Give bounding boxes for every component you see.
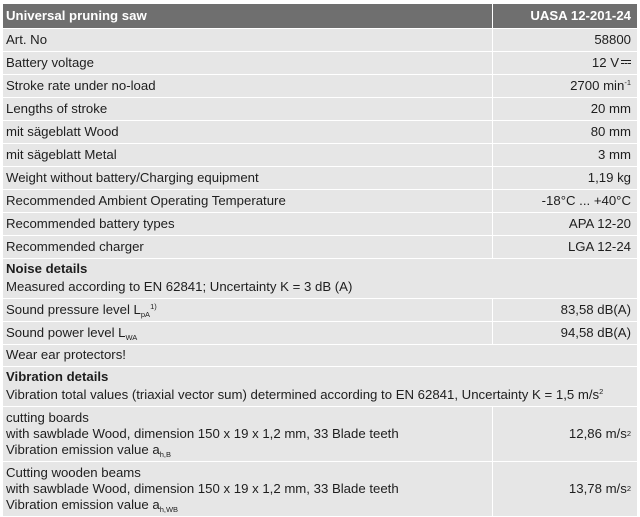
row-label: Recommended charger xyxy=(3,236,493,258)
row-label: Art. No xyxy=(3,29,493,51)
row-value xyxy=(493,52,637,74)
table-row xyxy=(3,29,637,52)
boards-value: 12,86 m/s xyxy=(568,426,627,441)
boards-blade-info: with sawblade Wood, dimension 150 x 19 x 1,2 mm, 33 Blade teeth xyxy=(6,426,399,441)
table-row xyxy=(3,190,637,213)
table-row xyxy=(3,167,637,190)
row-value: 3 mm xyxy=(598,147,631,162)
table-row xyxy=(3,462,637,517)
table-row xyxy=(3,236,637,259)
row-label xyxy=(3,462,493,516)
boards-title: cutting boards xyxy=(6,410,89,425)
beams-emission-subscript: h,WB xyxy=(159,505,179,514)
row-label: mit sägeblatt Metal xyxy=(3,144,493,166)
table-row xyxy=(3,52,637,75)
table-row xyxy=(3,299,637,322)
table-row xyxy=(3,213,637,236)
row-value: LGA 12-24 xyxy=(567,239,631,254)
row-value: 12,86 m/s 2 xyxy=(568,426,631,441)
table-row xyxy=(3,98,637,121)
sound-pressure-subscript: pA xyxy=(140,310,151,319)
row-label xyxy=(3,299,493,321)
footnote-marker: 1) xyxy=(150,302,157,311)
row-label: Recommended battery types xyxy=(3,213,493,235)
row-label: Lengths of stroke xyxy=(3,98,493,120)
product-title: Universal pruning saw xyxy=(3,4,493,28)
beams-title: Cutting wooden beams xyxy=(6,465,141,480)
row-value: -18°C ... +40°C xyxy=(541,193,631,208)
ear-protection-note xyxy=(3,345,637,367)
noise-section-header xyxy=(3,259,637,299)
beams-value: 13,78 m/s xyxy=(568,481,627,496)
row-value: 83,58 dB(A) xyxy=(560,302,631,317)
stroke-rate-unit-exponent: -1 xyxy=(624,78,631,87)
row-value: 20 mm xyxy=(590,101,631,116)
row-value: 58800 xyxy=(594,32,631,47)
vibration-note-exponent: 2 xyxy=(599,387,604,396)
row-label: Stroke rate under no-load xyxy=(3,75,493,97)
boards-emission-text: Vibration emission value a xyxy=(6,442,160,457)
noise-section-note: Measured according to EN 62841; Uncertainty K = 3 dB (A) xyxy=(6,279,353,294)
row-value xyxy=(493,75,637,97)
table-header xyxy=(3,4,637,29)
table-row xyxy=(3,121,637,144)
beams-blade-info: with sawblade Wood, dimension 150 x 19 x 1,2 mm, 33 Blade teeth xyxy=(6,481,399,496)
noise-section-title: Noise details xyxy=(6,261,88,276)
table-row xyxy=(3,75,637,98)
vibration-section-header xyxy=(3,367,637,407)
row-label: mit sägeblatt Wood xyxy=(3,121,493,143)
stroke-rate-value: 2700 min xyxy=(570,78,625,93)
vibration-note-text: Vibration total values (triaxial vector sum) determined according to EN 62841, Uncertainty K = 1,5 m/s xyxy=(6,387,600,402)
model-number: UASA 12-201-24 xyxy=(530,8,631,23)
row-value: 13,78 m/s 2 xyxy=(568,481,631,496)
voltage-value: 12 V xyxy=(591,55,619,70)
sound-pressure-label: Sound pressure level L xyxy=(6,302,141,317)
row-value: 1,19 kg xyxy=(587,170,631,185)
spec-table xyxy=(3,4,637,517)
boards-emission-subscript: h,B xyxy=(159,450,171,459)
row-label xyxy=(3,407,493,461)
vibration-section-note xyxy=(6,386,634,404)
boards-emission-label xyxy=(6,442,489,458)
row-label xyxy=(3,322,493,344)
row-label: Weight without battery/Charging equipment xyxy=(3,167,493,189)
row-label: Battery voltage xyxy=(3,52,493,74)
beams-emission-text: Vibration emission value a xyxy=(6,497,160,512)
direct-current-icon xyxy=(621,59,631,66)
row-value: 80 mm xyxy=(590,124,631,139)
row-value: APA 12-20 xyxy=(568,216,631,231)
table-row xyxy=(3,144,637,167)
row-label: Recommended Ambient Operating Temperature xyxy=(3,190,493,212)
vibration-section-title: Vibration details xyxy=(6,369,109,384)
table-row xyxy=(3,322,637,345)
table-row xyxy=(3,407,637,462)
row-value: 94,58 dB(A) xyxy=(560,325,631,340)
sound-power-subscript: WA xyxy=(125,333,138,342)
beams-emission-label xyxy=(6,497,489,513)
ear-protection-text: Wear ear protectors! xyxy=(6,347,126,362)
sound-power-label: Sound power level L xyxy=(6,325,126,340)
